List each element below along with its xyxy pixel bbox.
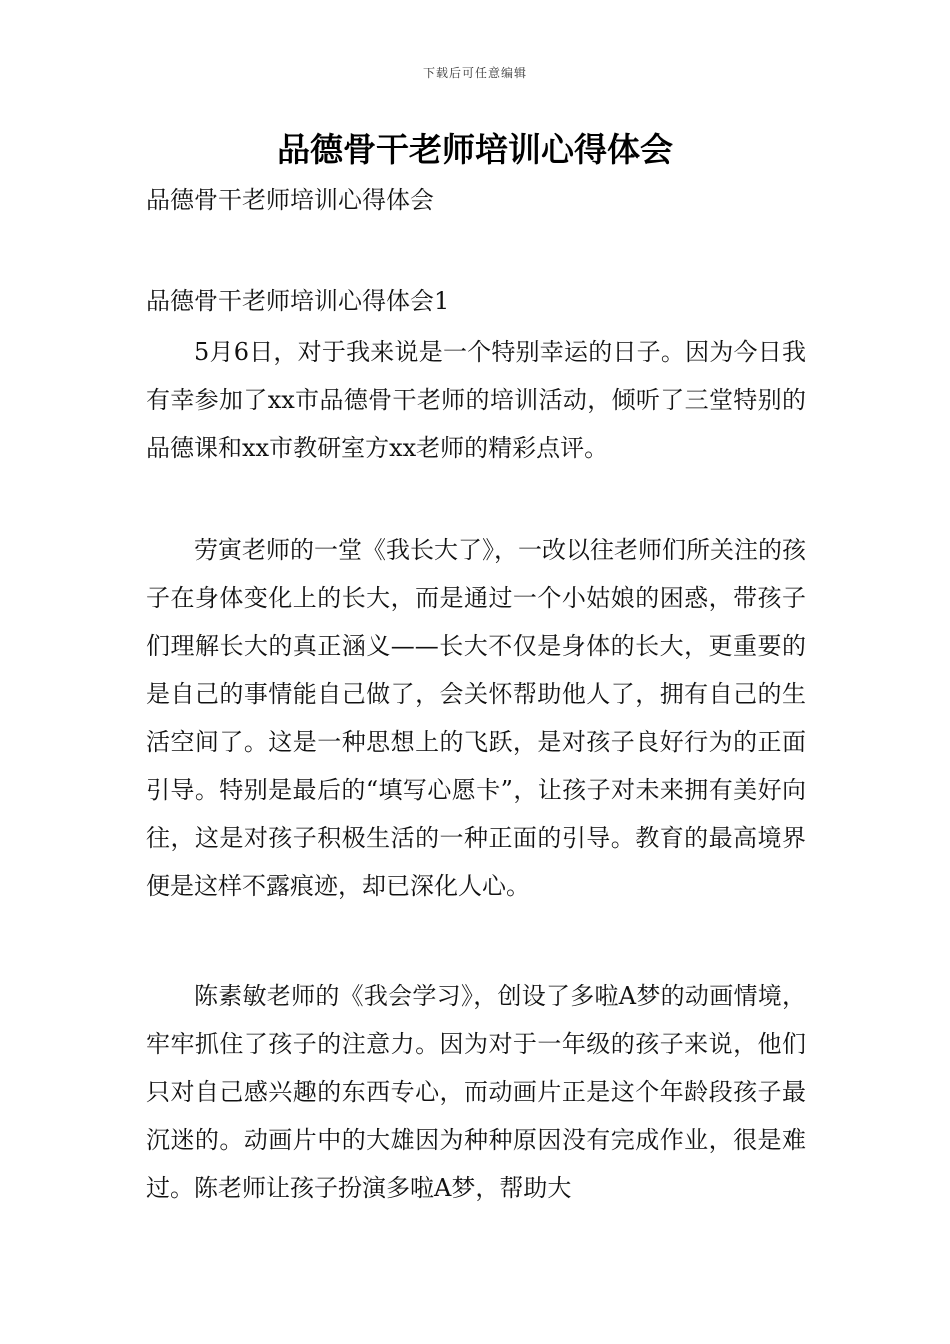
paragraph-2: 劳寅老师的一堂《我长大了》，一改以往老师们所关注的孩子在身体变化上的长大，而是通过一个小姑娘的困惑，带孩子们理解长大的真正涵义——长大不仅是身体的长大，更重要的是自己的事情能自己做了，会关怀帮助他人了，拥有自己的生活空间了。这是一种思想上的飞跃，是对孩子良好行为的正面引导。特别是最后的“填写心愿卡”，让孩子对未来拥有美好向往，这是对孩子积极生活的一种正面的引导。教育的最高境界便是这样不露痕迹，却已深化人心。 xyxy=(146,536,806,900)
section-heading: 品德骨干老师培训心得体会1 xyxy=(146,287,450,315)
paragraph-1: 5月6日，对于我来说是一个特别幸运的日子。因为今日我有幸参加了xx市品德骨干老师的培训活动，倾听了三堂特别的品德课和xx市教研室方xx老师的精彩点评。 xyxy=(146,338,806,462)
document-title: 品德骨干老师培训心得体会 xyxy=(277,130,673,169)
paragraph-3: 陈素敏老师的《我会学习》，创设了多啦A梦的动画情境，牢牢抓住了孩子的注意力。因为对于一年级的孩子来说，他们只对自己感兴趣的东西专心，而动画片正是这个年龄段孩子最沉迷的。动画片中的大雄因为种种原因没有完成作业，很是难过。陈老师让孩子扮演多啦A梦，帮助大 xyxy=(146,982,806,1202)
header-note: 下载后可任意编辑 xyxy=(422,66,527,80)
document-subtitle: 品德骨干老师培训心得体会 xyxy=(146,186,434,214)
